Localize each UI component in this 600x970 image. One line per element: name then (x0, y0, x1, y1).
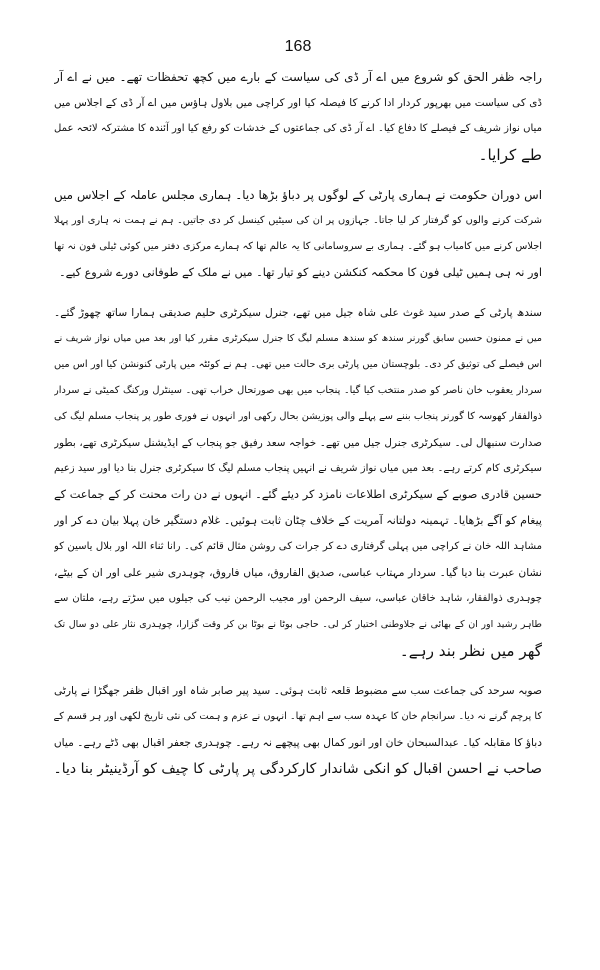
paragraph (54, 64, 542, 168)
paragraph (54, 678, 542, 782)
paragraph (54, 300, 542, 664)
text-line: سردار یعقوب خان ناصر کو صدر منتخب کیا گیا۔ پنجاب میں بھی صورتحال خراب تھی۔ سینٹرل ورکنگ کمیٹی نے سردار (54, 385, 542, 396)
text-line: شرکت کرنے والوں کو گرفتار کر لیا جاتا۔ جہازوں پر ان کی سیٹیں کینسل کر دی جاتیں۔ ہم نے ہمت نہ ہاری اور پہلا (54, 215, 542, 226)
text-line: سندھ پارٹی کے صدر سید غوث علی شاہ جیل میں تھے، جنرل سیکرٹری حلیم صدیقی ہمارا ساتھ چھوڑ گئے۔ (54, 306, 542, 319)
text-line: میاں نواز شریف کے فیصلے کا دفاع کیا۔ اے آر ڈی کی جماعتوں کے خدشات کو رفع کیا اور آئندہ کا مشترکہ لائحہ عمل (54, 123, 542, 134)
text-line: صوبہ سرحد کی جماعت سب سے مضبوط قلعہ ثابت ہوئی۔ سید پیر صابر شاہ اور اقبال ظفر جھگڑا نے پارٹی (54, 684, 542, 697)
text-line: ڈی کی سیاست میں بھرپور کردار ادا کرنے کا فیصلہ کیا اور کراچی میں بلاول ہاؤس میں اے آر ڈی کے اجلاس میں (54, 97, 542, 109)
text-line: طے کرایا۔ (478, 146, 542, 164)
text-line: پیغام کو آگے بڑھایا۔ تہمینہ دولتانہ آمریت کے خلاف چٹان ثابت ہوئیں۔ غلام دستگیر خان پہلا بیان دے کر اور (54, 514, 542, 527)
text-line: صدارت سنبھال لی۔ سیکرٹری جنرل جیل میں تھے۔ خواجہ سعد رفیق جو پنجاب کے ایڈیشنل سیکرٹری تھے، بطور (54, 437, 542, 449)
text-line: ذوالفقار کھوسہ کا گورنر پنجاب بننے سے پہلے والی پوزیشن بحال رکھی اور انہوں نے فوری طور پر پنجاب مسلم لیگ کی (54, 411, 542, 422)
text-line: صاحب نے احسن اقبال کو انکی شاندار کارکردگی پر پارٹی کا چیف کو آرڈینیٹر بنا دیا۔ (54, 761, 542, 777)
text-line: طاہر رشید اور ان کے بھائی نے جلاوطنی اختیار کر لی۔ حاجی بوٹا نے بوٹا بن کر وقت گزارا، چوہدری نثار علی دو سال تک (54, 619, 542, 630)
text-line: دباؤ کا مقابلہ کیا۔ عبدالسبحان خان اور انور کمال بھی پیچھے نہ رہے۔ چوہدری جعفر اقبال بھی ڈٹے رہے۔ میاں (54, 736, 542, 749)
text-line: اس فیصلے کی توثیق کر دی۔ بلوچستان میں پارٹی بری حالت میں تھی۔ ہم نے کوئٹہ میں پارٹی کنونشن کیا اور اس میں (54, 359, 542, 370)
text-line: نشان عبرت بنا دیا گیا۔ سردار مہتاب عباسی، صدیق الفاروق، میاں فاروق، چوہدری شیر علی اور ان کے بیٹے، (54, 566, 542, 579)
text-line: اجلاس کرنے میں کامیاب ہو گئے۔ ہماری بے سروسامانی کا یہ عالم تھا کہ ہمارے مرکزی دفتر میں کوئی ٹیلی فون نہ تھا (54, 241, 542, 252)
text-line: حسین قادری صوبے کے سیکرٹری اطلاعات نامزد کر دیئے گئے۔ انہوں نے دن رات محنت کر کے جماعت کے (54, 488, 542, 501)
text-line: اس دوران حکومت نے ہماری پارٹی کے لوگوں پر دباؤ بڑھا دیا۔ ہماری مجلس عاملہ کے اجلاس میں (54, 188, 542, 202)
text-line: کا پرچم گرنے نہ دیا۔ سرانجام خان کا عہدہ سب سے اہم تھا۔ انہوں نے عزم و ہمت کی نئی تاریخ لکھی اور ہر قسم کے (54, 711, 542, 722)
text-line: میں نے ممنون حسین سابق گورنر سندھ کو سندھ مسلم لیگ کا جنرل سیکرٹری مقرر کیا اور بعد میں میاں نواز شریف نے (54, 333, 542, 344)
body-text (54, 64, 542, 782)
text-line: چوہدری ذوالفقار، شاہد خاقان عباسی، سیف الرحمن اور مجیب الرحمن نیب کی جیلوں میں سڑتے رہے، ملتان سے (54, 593, 542, 604)
paragraph (54, 182, 542, 286)
text-line: سیکرٹری کام کرتے رہے۔ بعد میں میاں نواز شریف نے انہیں پنجاب مسلم لیگ کا سیکرٹری جنرل بنا دیا اور سید زعیم (54, 463, 542, 474)
text-line: مشاہد اللہ خان نے کراچی میں پہلی گرفتاری دے کر جرات کی روشن مثال قائم کی۔ رانا ثناء اللہ اور بلال یاسین کو (54, 541, 542, 552)
text-line: گھر میں نظر بند رہے۔ (399, 642, 542, 660)
text-line: اور نہ ہی ہمیں ٹیلی فون کا محکمہ کنکشن دینے کو تیار تھا۔ میں نے ملک کے طوفانی دورے شروع کیے۔ (58, 266, 542, 279)
text-line: راجہ ظفر الحق کو شروع میں اے آر ڈی کی سیاست کے بارے میں کچھ تحفظات تھے۔ میں نے اے آر (54, 70, 542, 84)
page-number: 168 (284, 38, 312, 55)
